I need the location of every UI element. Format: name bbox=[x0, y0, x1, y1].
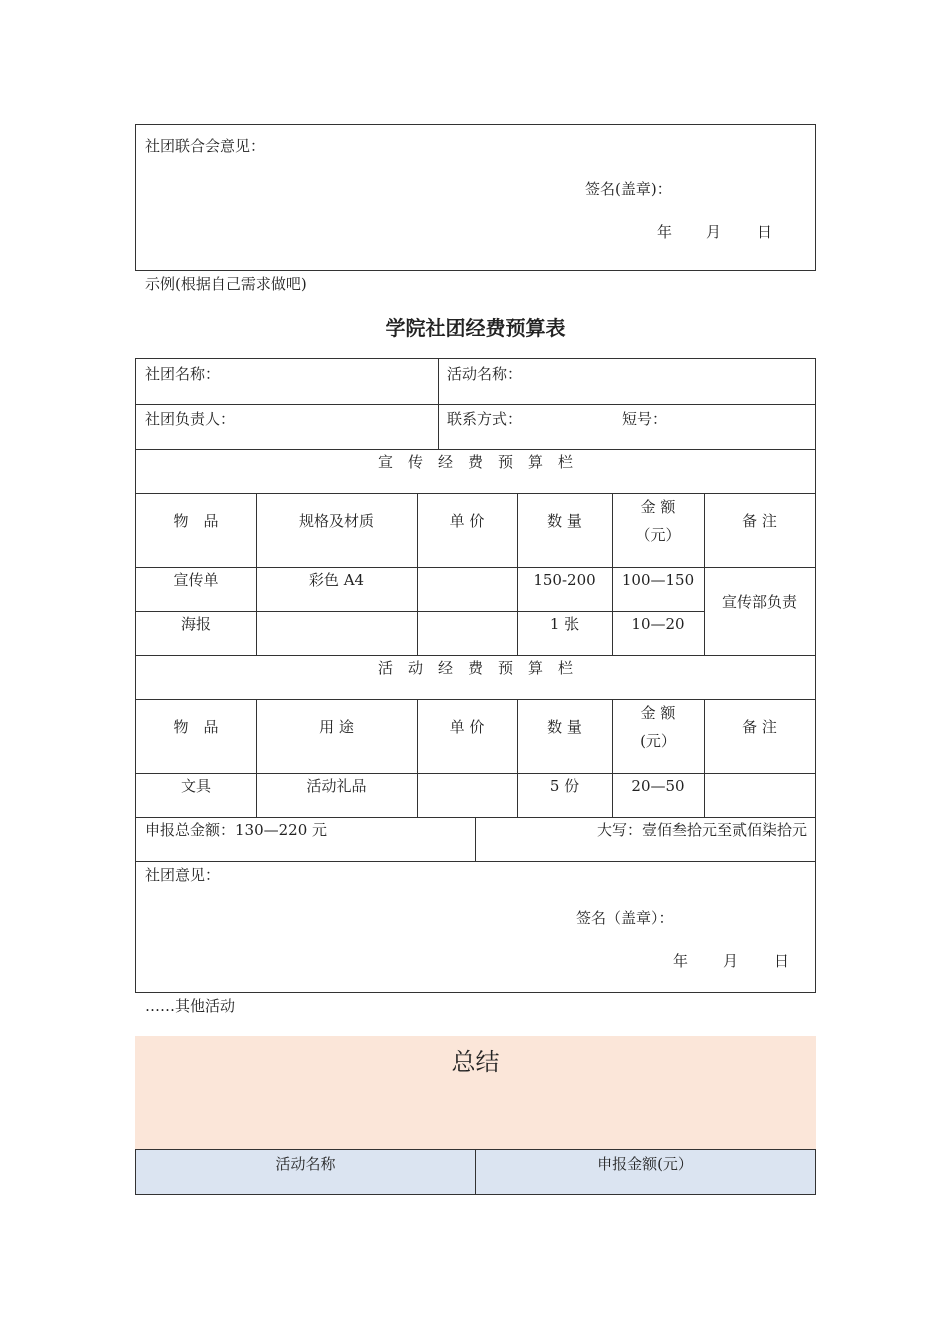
activity-header-use: 用 途 bbox=[319, 718, 354, 736]
activity-header-amount: 金 额 bbox=[640, 704, 676, 722]
club-date-year: 年 bbox=[673, 952, 689, 970]
club-sign-label: 签名（盖章）： bbox=[576, 909, 674, 927]
promo-header-amount-unit: （元） bbox=[635, 526, 681, 544]
activity-header-remark: 备 注 bbox=[742, 718, 777, 736]
club-opinion-label: 社团意见： bbox=[145, 866, 221, 884]
total-uppercase: 大写：壹佰叁拾元至贰佰柒拾元 bbox=[596, 821, 807, 839]
row-line bbox=[136, 449, 815, 450]
row-line bbox=[136, 493, 815, 494]
activity-row1-item: 文具 bbox=[180, 777, 211, 795]
example-note: 示例(根据自己需求做吧) bbox=[145, 275, 307, 293]
row-line bbox=[136, 404, 815, 405]
activity-name-label: 活动名称： bbox=[447, 365, 523, 383]
summary-header bbox=[135, 1036, 816, 1149]
summary-col-activity-name: 活动名称 bbox=[275, 1155, 336, 1173]
activity-header-amount-unit: (元） bbox=[640, 732, 676, 750]
club-name-label: 社团名称： bbox=[145, 365, 221, 383]
activity-header-unit-price: 单 价 bbox=[449, 718, 485, 736]
federation-date-year: 年 bbox=[657, 223, 673, 241]
col-line bbox=[704, 699, 705, 817]
col-line bbox=[517, 699, 518, 817]
row-line bbox=[136, 699, 815, 700]
leader-label: 社团负责人： bbox=[145, 410, 236, 428]
federation-date-day: 日 bbox=[757, 223, 773, 241]
federation-opinion-label: 社团联合会意见： bbox=[145, 137, 266, 155]
promo-header-spec: 规格及材质 bbox=[298, 512, 374, 530]
row-line bbox=[136, 611, 704, 612]
row-line bbox=[136, 773, 815, 774]
promo-row1-spec: 彩色 A4 bbox=[308, 571, 365, 589]
summary-title: 总结 bbox=[451, 1048, 500, 1076]
promo-section-title: 宣 传 经 费 预 算 栏 bbox=[377, 453, 573, 471]
promo-remark: 宣传部负责 bbox=[721, 593, 797, 611]
summary-table-header bbox=[135, 1149, 816, 1195]
promo-row1-quantity: 150-200 bbox=[533, 571, 596, 589]
other-activities-note: ……其他活动 bbox=[145, 997, 236, 1015]
activity-header-quantity: 数 量 bbox=[547, 718, 582, 736]
col-line bbox=[256, 699, 257, 817]
summary-col-amount: 申报金额(元） bbox=[597, 1155, 693, 1173]
promo-header-unit-price: 单 价 bbox=[449, 512, 485, 530]
total-amount: 申报总金额：130—220 元 bbox=[145, 821, 328, 839]
federation-opinion-box bbox=[135, 124, 816, 271]
col-line bbox=[475, 817, 476, 861]
promo-header-remark: 备 注 bbox=[742, 512, 777, 530]
promo-header-quantity: 数 量 bbox=[547, 512, 582, 530]
promo-row2-item: 海报 bbox=[180, 615, 211, 633]
budget-title: 学院社团经费预算表 bbox=[385, 316, 566, 340]
activity-row1-quantity: 5 份 bbox=[549, 777, 580, 795]
promo-header-amount: 金 额 bbox=[640, 498, 676, 516]
activity-row1-amount: 20—50 bbox=[631, 777, 685, 795]
club-date-month: 月 bbox=[723, 952, 739, 970]
federation-date-month: 月 bbox=[706, 223, 722, 241]
activity-row1-use: 活动礼品 bbox=[306, 777, 367, 795]
budget-table bbox=[135, 358, 816, 993]
row-line bbox=[136, 861, 815, 862]
promo-row2-quantity: 1 张 bbox=[549, 615, 580, 633]
activity-header-item: 物 品 bbox=[173, 718, 219, 736]
federation-sign-label: 签名(盖章)： bbox=[585, 180, 672, 198]
promo-row1-amount: 100—150 bbox=[621, 571, 695, 589]
promo-row1-item: 宣传单 bbox=[173, 571, 219, 589]
col-line bbox=[417, 699, 418, 817]
short-number-label: 短号： bbox=[622, 410, 668, 428]
row-line bbox=[136, 655, 815, 656]
promo-header-item: 物 品 bbox=[173, 512, 219, 530]
promo-row2-amount: 10—20 bbox=[631, 615, 685, 633]
row-line bbox=[136, 567, 815, 568]
activity-section-title: 活 动 经 费 预 算 栏 bbox=[377, 659, 573, 677]
club-date-day: 日 bbox=[774, 952, 790, 970]
contact-label: 联系方式： bbox=[447, 410, 523, 428]
